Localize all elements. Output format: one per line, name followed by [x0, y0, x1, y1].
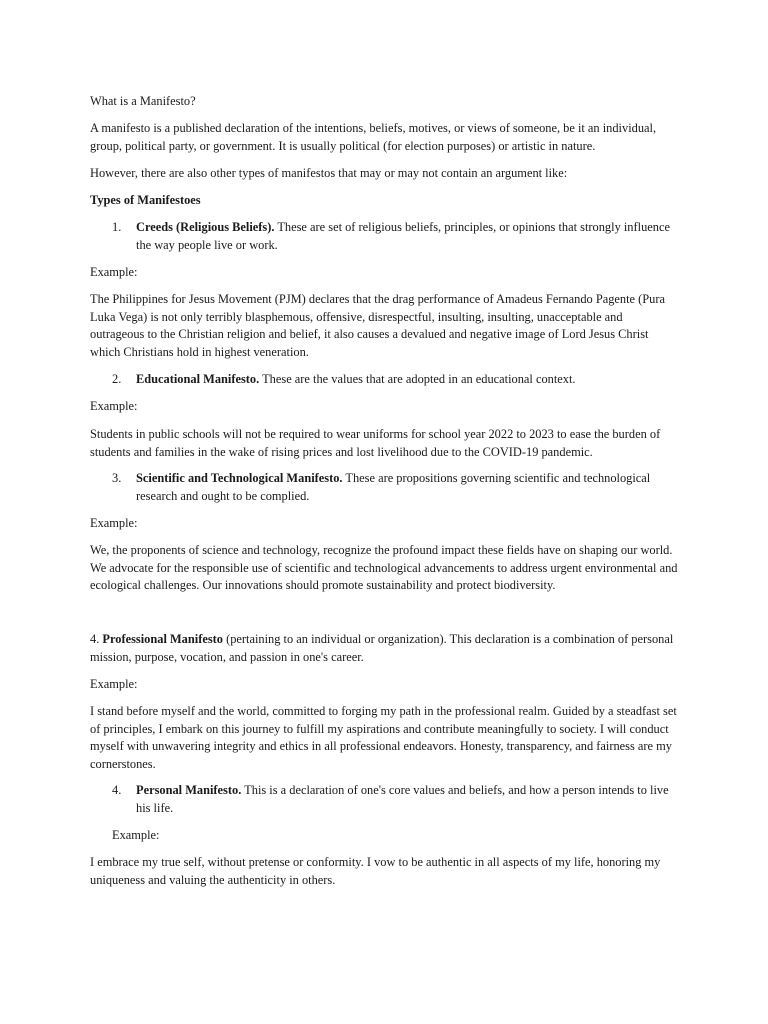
example-label: Example:: [90, 516, 138, 530]
section-heading: Types of Manifestoes: [90, 193, 201, 207]
list-description: (pertaining to an individual or organization). This declaration is a combination of personal mission, purpose, vocation, and passion in one's career.: [90, 632, 674, 664]
list-item: [112, 371, 681, 389]
example-paragraph: We, the proponents of science and technology, recognize the profound impact these fields have on shaping our world. We advocate for the responsible use of scientific and technological advancements to address urgent environmental and ecological challenges. Our innovations should promote sustainability and protect biodiversity.: [90, 543, 678, 592]
list-term: Personal Manifesto.: [136, 783, 242, 797]
list-item: [112, 219, 681, 254]
list-item: [112, 782, 681, 817]
definition-paragraph: A manifesto is a published declaration of the intentions, beliefs, motives, or views of someone, be it an individual, group, political party, or government. It is usually political (for election purposes) or artistic in nature.: [90, 121, 657, 153]
example-label: Example:: [112, 828, 160, 842]
list-number: 3.: [112, 471, 122, 485]
example-paragraph: Students in public schools will not be required to wear uniforms for school year 2022 to 2023 to ease the burden of students and families in the wake of rising prices and lost livelihood due to the COVID-19 pandemic.: [90, 427, 661, 459]
list-number: 1.: [112, 220, 122, 234]
list-term: Scientific and Technological Manifesto.: [136, 471, 343, 485]
list-item: [90, 631, 680, 666]
list-term: Professional Manifesto: [102, 632, 223, 646]
list-item: [112, 470, 681, 505]
example-paragraph: I embrace my true self, without pretense or conformity. I vow to be authentic in all aspects of my life, honoring my uniqueness and valuing the authenticity in others.: [90, 855, 661, 887]
list-description: These are set of religious beliefs, principles, or opinions that strongly influence the way people live or work.: [136, 220, 670, 252]
example-label: Example:: [90, 265, 138, 279]
list-number: 2.: [112, 372, 122, 386]
list-number: 4.: [112, 783, 122, 797]
example-label: Example:: [90, 677, 138, 691]
example-paragraph: I stand before myself and the world, committed to forging my path in the professional realm. Guided by a steadfast set of principles, I embark on this journey to fulfill my aspirations and contribute meaningfully to society. I will conduct myself with unwavering integrity and ethics in all professional endeavors. Honesty, transparency, and fairness are my cornerstones.: [90, 704, 677, 771]
intro-paragraph: However, there are also other types of manifestos that may or may not contain an argument like:: [90, 166, 568, 180]
list-term: Creeds (Religious Beliefs).: [136, 220, 275, 234]
document-title: What is a Manifesto?: [90, 94, 196, 108]
list-description: These are propositions governing scientific and technological research and ought to be complied.: [136, 471, 651, 503]
list-description: These are the values that are adopted in an educational context.: [259, 372, 576, 386]
list-number: 4.: [90, 632, 100, 646]
list-description: This is a declaration of one's core values and beliefs, and how a person intends to live his life.: [136, 783, 669, 815]
list-term: Educational Manifesto.: [136, 372, 260, 386]
example-paragraph: The Philippines for Jesus Movement (PJM) declares that the drag performance of Amadeus Fernando Pagente (Pura Luka Vega) is not only terribly blasphemous, offensive, disrespectful, insulting, insulting, unacceptable and outrageous to the Christian religion and belief, it also causes a devalued and negative image of Lord Jesus Christ which Christians hold in highest veneration.: [90, 292, 665, 359]
example-label: Example:: [90, 399, 138, 413]
